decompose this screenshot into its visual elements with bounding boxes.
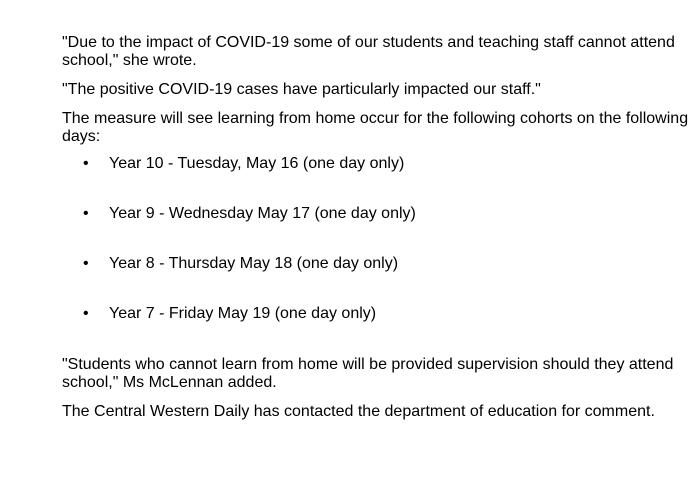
list-item-text: Year 9 - Wednesday May 17 (one day only) bbox=[109, 205, 416, 222]
list-item bbox=[62, 155, 692, 173]
list-item-text: Year 10 - Tuesday, May 16 (one day only) bbox=[109, 155, 405, 172]
list-item bbox=[62, 255, 692, 273]
bullet-icon: • bbox=[83, 155, 89, 172]
bullet-icon: • bbox=[83, 255, 89, 272]
quote-paragraph-supervision: "Students who cannot learn from home will be provided supervision should they attend school," Ms McLennan added. bbox=[62, 356, 674, 391]
list-item bbox=[62, 205, 692, 223]
quote-paragraph-impact: "Due to the impact of COVID-19 some of our students and teaching staff cannot attend school," she wrote. bbox=[62, 34, 675, 69]
bullet-icon: • bbox=[83, 205, 89, 222]
cohort-schedule-list bbox=[62, 155, 692, 323]
intro-paragraph-schedule: The measure will see learning from home occur for the following cohorts on the following days: bbox=[62, 110, 689, 145]
quote-paragraph-positive-cases: "The positive COVID-19 cases have particularly impacted our staff." bbox=[62, 81, 541, 98]
bullet-icon: • bbox=[83, 305, 89, 322]
article-body bbox=[62, 34, 692, 421]
list-item-text: Year 8 - Thursday May 18 (one day only) bbox=[109, 255, 399, 272]
list-item-text: Year 7 - Friday May 19 (one day only) bbox=[109, 305, 377, 322]
list-item bbox=[62, 305, 692, 323]
closing-paragraph: The Central Western Daily has contacted the department of education for comment. bbox=[62, 403, 655, 420]
